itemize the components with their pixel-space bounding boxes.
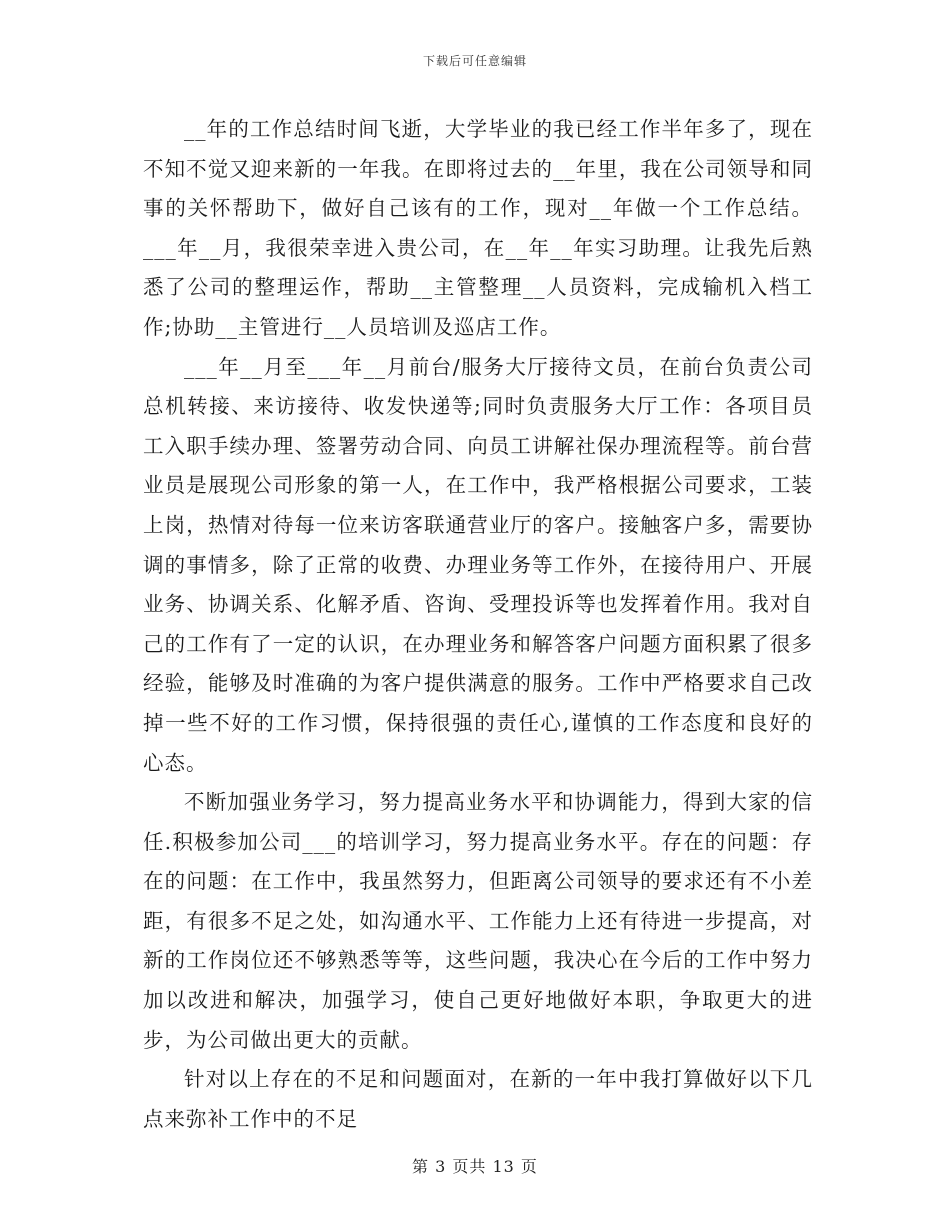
page-number: 第 3 页共 13 页 <box>412 1157 538 1176</box>
page-header: 下载后可任意编辑 <box>422 54 527 68</box>
document-body <box>143 110 813 1139</box>
paragraph-work-summary-intro: __年的工作总结时间飞逝，大学毕业的我已经工作半年多了，现在不知不觉又迎来新的一年我。在即将过去的__年里，我在公司领导和同事的关怀帮助下，做好自己该有的工作，现对__年做一个工作总结。___年__月，我很荣幸进入贵公司，在__年__年实习助理。让我先后熟悉了公司的整理运作，帮助__主管整理__人员资料，完成输机入档工作;协助__主管进行__人员培训及巡店工作。 <box>143 117 813 339</box>
paragraph-study-and-problems: 不断加强业务学习，努力提高业务水平和协调能力，得到大家的信任.积极参加公司___的培训学习，努力提高业务水平。存在的问题：存在的问题：在工作中，我虽然努力，但距离公司领导的要求还有不小差距，有很多不足之处，如沟通水平、工作能力上还有待进一步提高，对新的工作岗位还不够熟悉等等，这些问题，我决心在今后的工作中努力加以改进和解决，加强学习，使自己更好地做好本职，争取更大的进步，为公司做出更大的贡献。 <box>143 790 813 1052</box>
paragraph-front-desk-duties: ___年__月至___年__月前台/服务大厅接待文员，在前台负责公司总机转接、来访接待、收发快递等;同时负责服务大厅工作：各项目员工入职手续办理、签署劳动合同、向员工讲解社保办理流程等。前台营业员是展现公司形象的第一人，在工作中，我严格根据公司要求，工装上岗，热情对待每一位来访客联通营业厅的客户。接触客户多，需要协调的事情多，除了正常的收费、办理业务等工作外，在接待用户、开展业务、协调关系、化解矛盾、咨询、受理投诉等也发挥着作用。我对自己的工作有了一定的认识，在办理业务和解答客户问题方面积累了很多经验，能够及时准确的为客户提供满意的服务。工作中严格要求自己改掉一些不好的工作习惯，保持很强的责任心,谨慎的工作态度和良好的心态。 <box>143 354 813 775</box>
paragraph-improvement-plan: 针对以上存在的不足和问题面对，在新的一年中我打算做好以下几点来弥补工作中的不足 <box>143 1067 813 1131</box>
